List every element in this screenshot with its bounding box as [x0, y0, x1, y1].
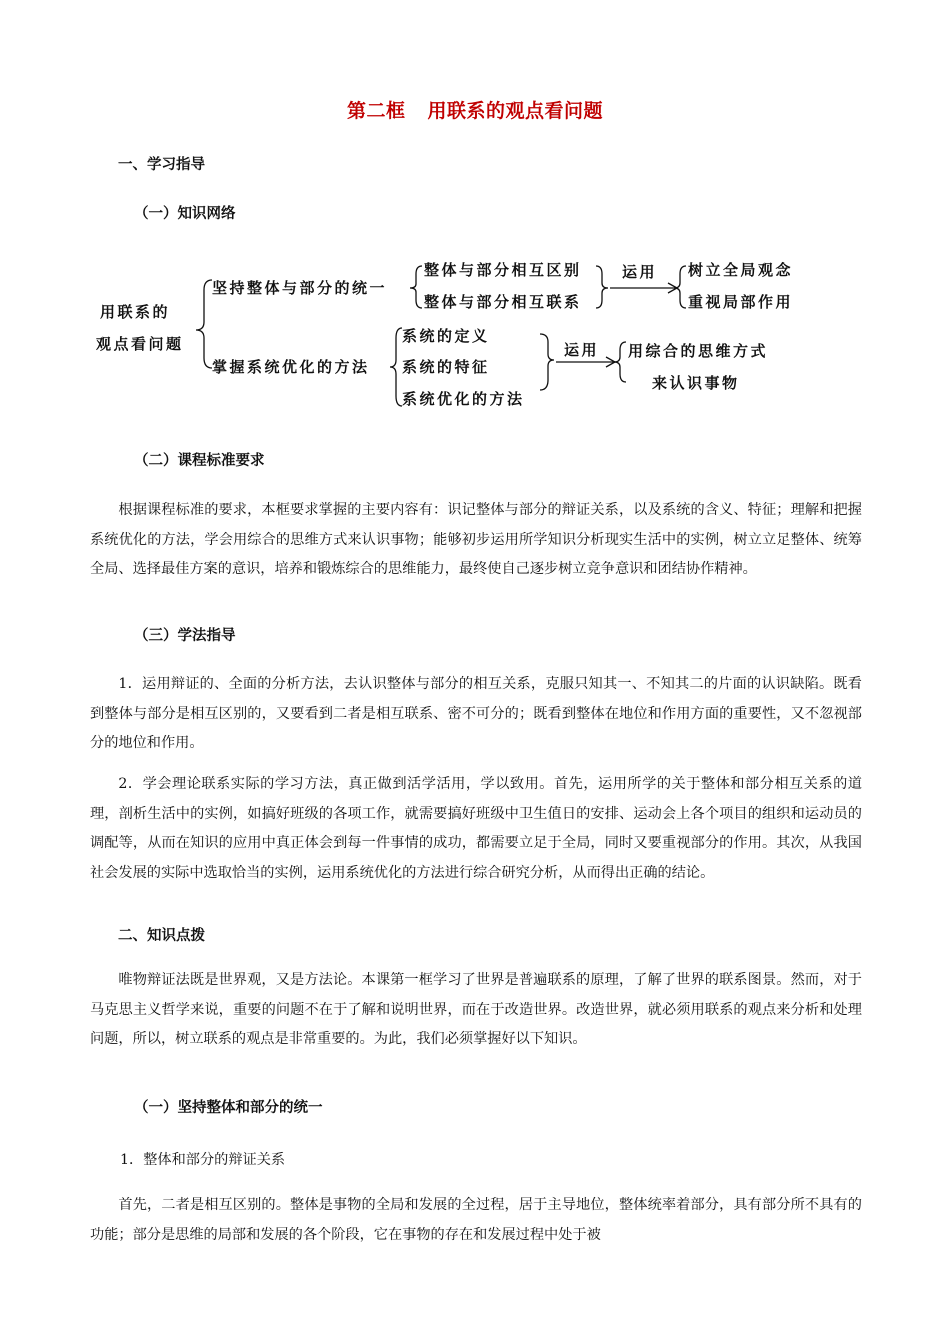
branch2-brace: [390, 328, 402, 406]
paragraph-study-method-1: 1．运用辩证的、全面的分析方法，去认识整体与部分的相互关系，克服只知其一、不知其二的片面的认识缺陷。既看到整体与部分是相互区别的，又要看到二者是相互联系、密不可分的；既看到整体在地位和作用方面的重要性，又不忽视部分的地位和作用。: [90, 676, 862, 751]
knowledge-network-diagram: [90, 250, 820, 415]
diagram-branch2-arrow-label: 运用: [564, 341, 600, 359]
diagram-branch2-item2: 系统的特征: [402, 358, 490, 376]
diagram-branch2-result2: 来认识事物: [652, 374, 740, 392]
subheading-whole-and-part: （一）坚持整体和部分的统一: [134, 1099, 323, 1116]
subheading-curriculum-standards: （二）课程标准要求: [134, 452, 265, 469]
section-heading-study-guide: 一、学习指导: [118, 156, 205, 173]
branch2-result-brace: [614, 342, 626, 382]
item-dialectical-relation: 1．整体和部分的辩证关系: [120, 1152, 286, 1168]
title-part2: 用联系的观点看问题: [427, 100, 604, 122]
diagram-branch2-item3: 系统优化的方法: [402, 390, 525, 408]
title-part1: 第二框: [346, 100, 406, 122]
diagram-branch1-item2: 整体与部分相互联系: [424, 293, 582, 311]
diagram-root-line1: 用联系的: [100, 303, 171, 321]
branch1-brace: [410, 266, 422, 308]
paragraph-curriculum-standards: 根据课程标准的要求，本框要求掌握的主要内容有：识记整体与部分的辩证关系，以及系统的含义、特征；理解和把握系统优化的方法，学会用综合的思维方式来认识事物；能够初步运用所学知识分析现实生活中的实例，树立立足整体、统筹全局、选择最佳方案的意识，培养和锻炼综合的思维能力，最终使自己逐步树立竞争意识和团结协作精神。: [90, 502, 862, 577]
diagram-branch1-result1: 树立全局观念: [688, 261, 794, 279]
subheading-study-methods: （三）学法指导: [134, 627, 236, 644]
diagram-branch1-result2: 重视局部作用: [688, 293, 794, 311]
diagram-branch2: 掌握系统优化的方法: [212, 358, 370, 376]
branch2-close-brace: [540, 334, 554, 390]
diagram-root-line2: 观点看问题: [96, 335, 184, 353]
page-title: [0, 96, 950, 123]
paragraph-knowledge-points: 唯物辩证法既是世界观，又是方法论。本课第一框学习了世界是普遍联系的原理，了解了世界的联系图景。然而，对于马克思主义哲学来说，重要的问题不在于了解和说明世界，而在于改造世界。改造世界，就必须用联系的观点来分析和处理问题，所以，树立联系的观点是非常重要的。为此，我们必须掌握好以下知识。: [90, 972, 862, 1047]
diagram-branch2-result1: 用综合的思维方式: [628, 342, 769, 360]
section-heading-knowledge-points: 二、知识点拨: [118, 927, 205, 944]
diagram-branch1-arrow-label: 运用: [622, 263, 658, 281]
branch1-close-brace: [596, 266, 608, 308]
diagram-branch1: 坚持整体与部分的统一: [212, 279, 388, 297]
diagram-branch1-item1: 整体与部分相互区别: [424, 261, 582, 279]
root-brace: [196, 280, 212, 368]
paragraph-study-method-2: 2．学会理论联系实际的学习方法，真正做到活学活用，学以致用。首先，运用所学的关于整体和部分相互关系的道理，剖析生活中的实例，如搞好班级的各项工作，就需要搞好班级中卫生值日的安排、运动会上各个项目的组织和运动员的调配等，从而在知识的应用中真正体会到每一件事情的成功，都需要立足于全局，同时又要重视部分的作用。其次，从我国社会发展的实际中选取恰当的实例，运用系统优化的方法进行综合研究分析，从而得出正确的结论。: [90, 776, 862, 881]
diagram-branch2-item1: 系统的定义: [402, 327, 490, 345]
paragraph-whole-and-part: 首先，二者是相互区别的。整体是事物的全局和发展的全过程，居于主导地位，整体统率着部分，具有部分所不具有的功能；部分是思维的局部和发展的各个阶段，它在事物的存在和发展过程中处于被: [90, 1197, 862, 1243]
subheading-knowledge-network: （一）知识网络: [134, 205, 236, 222]
